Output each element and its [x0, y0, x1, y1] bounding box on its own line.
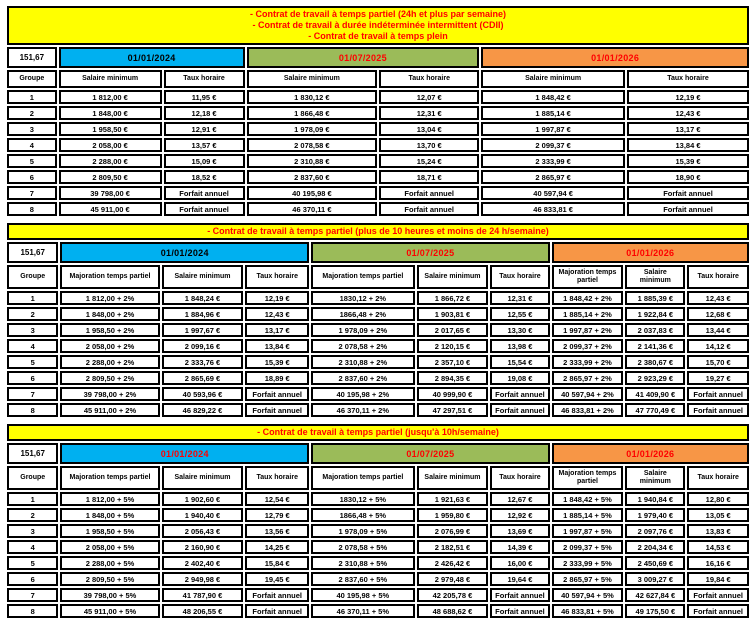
value-cell: 2 099,37 + 2% [552, 339, 624, 353]
value-cell: 2 837,60 + 5% [311, 572, 415, 586]
column-header: Majoration temps partiel [311, 466, 415, 490]
value-cell: 41 409,90 € [625, 387, 685, 401]
value-cell: Forfait annuel [245, 604, 309, 618]
table-partiel-jusqu-10h [5, 422, 751, 620]
table-row [7, 170, 749, 184]
table-partiel-10-24h [5, 221, 751, 419]
value-cell: 12,55 € [490, 307, 549, 321]
value-cell: 2 078,58 € [247, 138, 378, 152]
column-header: Taux horaire [245, 265, 309, 289]
column-header-groupe: Groupe [7, 466, 58, 490]
value-cell: 12,07 € [379, 90, 479, 104]
value-cell: 13,57 € [164, 138, 245, 152]
value-cell: 12,43 € [245, 307, 309, 321]
value-cell: 1 866,72 € [417, 291, 489, 305]
value-cell: 2 310,88 + 5% [311, 556, 415, 570]
value-cell: 15,54 € [490, 355, 549, 369]
value-cell: 1 958,50 + 2% [60, 323, 159, 337]
table-row [7, 138, 749, 152]
value-cell: 2 017,65 € [417, 323, 489, 337]
table-row [7, 403, 749, 417]
table-row [7, 588, 749, 602]
table-row [7, 387, 749, 401]
value-cell: 18,71 € [379, 170, 479, 184]
value-cell: 40 195,98 + 5% [311, 588, 415, 602]
value-cell: 1 848,42 + 5% [552, 492, 624, 506]
value-cell: 1 830,12 € [247, 90, 378, 104]
value-cell: 2 099,37 € [481, 138, 625, 152]
value-cell: 1 940,84 € [625, 492, 685, 506]
value-cell: 2 333,99 + 2% [552, 355, 624, 369]
hours-reference: 151,67 [7, 47, 57, 68]
value-cell: 1 903,81 € [417, 307, 489, 321]
value-cell: 1 997,87 + 5% [552, 524, 624, 538]
value-cell: 1 885,14 € [481, 106, 625, 120]
table-row [7, 307, 749, 321]
value-cell: 2 865,97 + 5% [552, 572, 624, 586]
group-number-cell: 2 [7, 106, 57, 120]
group-number-cell: 7 [7, 387, 58, 401]
hours-reference: 151,67 [7, 443, 58, 464]
value-cell: Forfait annuel [687, 387, 749, 401]
value-cell: 40 597,94 + 2% [552, 387, 624, 401]
value-cell: 1 978,09 € [247, 122, 378, 136]
value-cell: 40 195,98 + 2% [311, 387, 415, 401]
group-number-cell: 5 [7, 556, 58, 570]
value-cell: 12,91 € [164, 122, 245, 136]
value-cell: 19,27 € [687, 371, 749, 385]
value-cell: 2 333,76 € [162, 355, 244, 369]
value-cell: 2 288,00 + 2% [60, 355, 159, 369]
table-row [7, 291, 749, 305]
value-cell: 1 958,50 € [59, 122, 162, 136]
value-cell: 2 078,58 + 2% [311, 339, 415, 353]
value-cell: 1830,12 + 2% [311, 291, 415, 305]
value-cell: 39 798,00 + 2% [60, 387, 159, 401]
value-cell: 1 921,63 € [417, 492, 489, 506]
value-cell: 12,43 € [687, 291, 749, 305]
value-cell: 3 009,27 € [625, 572, 685, 586]
value-cell: 2 923,29 € [625, 371, 685, 385]
table-title [7, 6, 749, 45]
value-cell: 2 204,34 € [625, 540, 685, 554]
value-cell: 2 160,90 € [162, 540, 244, 554]
value-cell: 2 426,42 € [417, 556, 489, 570]
value-cell: Forfait annuel [245, 588, 309, 602]
value-cell: 1 812,00 + 2% [60, 291, 159, 305]
value-cell: 46 833,81 + 5% [552, 604, 624, 618]
value-cell: 46 833,81 + 2% [552, 403, 624, 417]
value-cell: Forfait annuel [245, 387, 309, 401]
column-header: Salaire minimum [59, 70, 162, 88]
column-header: Salaire minimum [625, 466, 685, 490]
value-cell: 18,89 € [245, 371, 309, 385]
table-row [7, 90, 749, 104]
group-number-cell: 7 [7, 588, 58, 602]
value-cell: 12,18 € [164, 106, 245, 120]
value-cell: 12,43 € [627, 106, 749, 120]
column-header: Salaire minimum [625, 265, 685, 289]
table-title-line: - Contrat de travail à temps partiel (plus de 10 heures et moins de 24 h/semaine) [207, 226, 549, 236]
value-cell: 1866,48 + 2% [311, 307, 415, 321]
value-cell: 13,69 € [490, 524, 549, 538]
group-number-cell: 1 [7, 90, 57, 104]
value-cell: 1 997,67 € [162, 323, 244, 337]
value-cell: 42 627,84 € [625, 588, 685, 602]
value-cell: 1 978,09 + 2% [311, 323, 415, 337]
value-cell: Forfait annuel [687, 604, 749, 618]
value-cell: Forfait annuel [379, 202, 479, 216]
value-cell: Forfait annuel [164, 186, 245, 200]
value-cell: 1 997,87 + 2% [552, 323, 624, 337]
period-header-3: 01/01/2026 [552, 443, 749, 464]
value-cell: Forfait annuel [490, 604, 549, 618]
value-cell: 12,31 € [379, 106, 479, 120]
group-number-cell: 4 [7, 540, 58, 554]
value-cell: 13,30 € [490, 323, 549, 337]
value-cell: Forfait annuel [379, 186, 479, 200]
value-cell: 2 450,69 € [625, 556, 685, 570]
table-row [7, 508, 749, 522]
value-cell: 13,84 € [627, 138, 749, 152]
value-cell: 2 809,50 + 2% [60, 371, 159, 385]
value-cell: 2 380,67 € [625, 355, 685, 369]
value-cell: 2 837,60 + 2% [311, 371, 415, 385]
value-cell: 1 884,96 € [162, 307, 244, 321]
value-cell: 14,39 € [490, 540, 549, 554]
period-header-1: 01/01/2024 [59, 47, 245, 68]
value-cell: 11,95 € [164, 90, 245, 104]
value-cell: 1 848,24 € [162, 291, 244, 305]
period-header-3: 01/01/2026 [481, 47, 749, 68]
value-cell: 46 833,81 € [481, 202, 625, 216]
value-cell: 1 902,60 € [162, 492, 244, 506]
value-cell: 16,00 € [490, 556, 549, 570]
value-cell: 2 097,76 € [625, 524, 685, 538]
column-header: Taux horaire [164, 70, 245, 88]
value-cell: 2 809,50 € [59, 170, 162, 184]
column-header: Taux horaire [245, 466, 309, 490]
group-number-cell: 5 [7, 355, 58, 369]
value-cell: 15,70 € [687, 355, 749, 369]
value-cell: 1 885,14 + 2% [552, 307, 624, 321]
table-row [7, 556, 749, 570]
value-cell: 1 848,00 + 2% [60, 307, 159, 321]
value-cell: 2 288,00 € [59, 154, 162, 168]
column-header: Majoration temps partiel [60, 265, 159, 289]
column-header: Salaire minimum [162, 466, 244, 490]
value-cell: 19,84 € [687, 572, 749, 586]
value-cell: 18,90 € [627, 170, 749, 184]
value-cell: Forfait annuel [490, 588, 549, 602]
value-cell: 1 866,48 € [247, 106, 378, 120]
group-number-cell: 3 [7, 122, 57, 136]
value-cell: 2 099,16 € [162, 339, 244, 353]
value-cell: 48 206,55 € [162, 604, 244, 618]
value-cell: 42 205,78 € [417, 588, 489, 602]
column-header: Salaire minimum [417, 466, 489, 490]
table-title [7, 223, 749, 240]
value-cell: 1 848,00 + 5% [60, 508, 159, 522]
value-cell: 47 297,51 € [417, 403, 489, 417]
period-header-1: 01/01/2024 [60, 443, 309, 464]
value-cell: 2 099,37 + 5% [552, 540, 624, 554]
value-cell: 2 056,43 € [162, 524, 244, 538]
column-header: Taux horaire [490, 466, 549, 490]
group-number-cell: 1 [7, 492, 58, 506]
column-header: Taux horaire [627, 70, 749, 88]
value-cell: 12,19 € [627, 90, 749, 104]
value-cell: 2 837,60 € [247, 170, 378, 184]
value-cell: 12,67 € [490, 492, 549, 506]
value-cell: 2 120,15 € [417, 339, 489, 353]
value-cell: 1 978,09 + 5% [311, 524, 415, 538]
column-header: Majoration temps partiel [552, 466, 624, 490]
value-cell: 2 058,00 + 5% [60, 540, 159, 554]
value-cell: 46 829,22 € [162, 403, 244, 417]
value-cell: 46 370,11 + 2% [311, 403, 415, 417]
table-title-line: - Contrat de travail à temps partiel (24h et plus par semaine) [249, 9, 507, 19]
column-header-groupe: Groupe [7, 70, 57, 88]
value-cell: 1 848,42 + 2% [552, 291, 624, 305]
contract-table [5, 4, 751, 218]
value-cell: Forfait annuel [245, 403, 309, 417]
value-cell: 13,17 € [627, 122, 749, 136]
value-cell: 49 175,50 € [625, 604, 685, 618]
table-row [7, 572, 749, 586]
table-title [7, 424, 749, 441]
group-number-cell: 6 [7, 170, 57, 184]
value-cell: 45 911,00 + 2% [60, 403, 159, 417]
value-cell: 1 958,50 + 5% [60, 524, 159, 538]
group-number-cell: 3 [7, 323, 58, 337]
table-row [7, 492, 749, 506]
table-row [7, 186, 749, 200]
table-row [7, 540, 749, 554]
value-cell: 1 922,84 € [625, 307, 685, 321]
column-header: Salaire minimum [247, 70, 378, 88]
column-header: Taux horaire [687, 265, 749, 289]
value-cell: Forfait annuel [687, 403, 749, 417]
group-number-cell: 4 [7, 339, 58, 353]
value-cell: 1 885,39 € [625, 291, 685, 305]
column-header: Majoration temps partiel [60, 466, 159, 490]
value-cell: 2 865,69 € [162, 371, 244, 385]
group-number-cell: 7 [7, 186, 57, 200]
table-row [7, 371, 749, 385]
value-cell: 48 688,62 € [417, 604, 489, 618]
value-cell: 1866,48 + 5% [311, 508, 415, 522]
period-header-3: 01/01/2026 [552, 242, 749, 263]
value-cell: 12,68 € [687, 307, 749, 321]
value-cell: 13,84 € [245, 339, 309, 353]
value-cell: 2 310,88 € [247, 154, 378, 168]
value-cell: 1 940,40 € [162, 508, 244, 522]
value-cell: 15,39 € [627, 154, 749, 168]
period-header-2: 01/07/2025 [247, 47, 480, 68]
value-cell: Forfait annuel [627, 202, 749, 216]
value-cell: 2 310,88 + 2% [311, 355, 415, 369]
value-cell: Forfait annuel [687, 588, 749, 602]
group-number-cell: 8 [7, 403, 58, 417]
value-cell: 46 370,11 + 5% [311, 604, 415, 618]
value-cell: 2 979,48 € [417, 572, 489, 586]
value-cell: Forfait annuel [490, 403, 549, 417]
value-cell: 2 809,50 + 5% [60, 572, 159, 586]
value-cell: Forfait annuel [627, 186, 749, 200]
table-row [7, 202, 749, 216]
group-number-cell: 4 [7, 138, 57, 152]
value-cell: 41 787,90 € [162, 588, 244, 602]
value-cell: 45 911,00 € [59, 202, 162, 216]
column-header: Taux horaire [379, 70, 479, 88]
contract-table [5, 221, 751, 419]
group-number-cell: 6 [7, 371, 58, 385]
value-cell: 2 076,99 € [417, 524, 489, 538]
table-temps-plein [5, 4, 751, 218]
value-cell: 13,98 € [490, 339, 549, 353]
value-cell: 13,05 € [687, 508, 749, 522]
value-cell: 12,19 € [245, 291, 309, 305]
group-number-cell: 2 [7, 307, 58, 321]
value-cell: 1 885,14 + 5% [552, 508, 624, 522]
value-cell: 15,09 € [164, 154, 245, 168]
value-cell: 1 997,87 € [481, 122, 625, 136]
value-cell: 2 357,10 € [417, 355, 489, 369]
value-cell: 46 370,11 € [247, 202, 378, 216]
value-cell: 12,92 € [490, 508, 549, 522]
value-cell: 14,12 € [687, 339, 749, 353]
group-number-cell: 8 [7, 604, 58, 618]
group-number-cell: 8 [7, 202, 57, 216]
value-cell: 15,84 € [245, 556, 309, 570]
value-cell: 40 597,94 € [481, 186, 625, 200]
table-row [7, 524, 749, 538]
value-cell: 14,53 € [687, 540, 749, 554]
column-header: Majoration temps partiel [311, 265, 415, 289]
table-title-line: - Contrat de travail à durée indéterminée intermittent (CDII) [252, 20, 504, 30]
column-header: Salaire minimum [162, 265, 244, 289]
value-cell: 2 058,00 + 2% [60, 339, 159, 353]
value-cell: 40 597,94 + 5% [552, 588, 624, 602]
value-cell: 14,25 € [245, 540, 309, 554]
value-cell: 1 848,00 € [59, 106, 162, 120]
table-row [7, 339, 749, 353]
contract-table [5, 422, 751, 620]
value-cell: 19,45 € [245, 572, 309, 586]
value-cell: 18,52 € [164, 170, 245, 184]
table-row [7, 122, 749, 136]
value-cell: 2 182,51 € [417, 540, 489, 554]
value-cell: 1 959,80 € [417, 508, 489, 522]
value-cell: 13,04 € [379, 122, 479, 136]
value-cell: 16,16 € [687, 556, 749, 570]
value-cell: Forfait annuel [164, 202, 245, 216]
value-cell: 39 798,00 € [59, 186, 162, 200]
column-header: Salaire minimum [481, 70, 625, 88]
period-header-2: 01/07/2025 [311, 443, 550, 464]
value-cell: 2 078,58 + 5% [311, 540, 415, 554]
value-cell: 40 999,90 € [417, 387, 489, 401]
value-cell: 2 288,00 + 5% [60, 556, 159, 570]
value-cell: 13,83 € [687, 524, 749, 538]
column-header: Salaire minimum [417, 265, 489, 289]
value-cell: 2 037,83 € [625, 323, 685, 337]
value-cell: 13,56 € [245, 524, 309, 538]
table-title-line: - Contrat de travail à temps partiel (jusqu'à 10h/semaine) [257, 427, 499, 437]
value-cell: 2 333,99 + 5% [552, 556, 624, 570]
value-cell: 13,17 € [245, 323, 309, 337]
period-header-2: 01/07/2025 [311, 242, 550, 263]
value-cell: 12,31 € [490, 291, 549, 305]
table-row [7, 106, 749, 120]
value-cell: 15,39 € [245, 355, 309, 369]
value-cell: 1 848,42 € [481, 90, 625, 104]
value-cell: 1 812,00 € [59, 90, 162, 104]
group-number-cell: 3 [7, 524, 58, 538]
value-cell: 39 798,00 + 5% [60, 588, 159, 602]
value-cell: 15,24 € [379, 154, 479, 168]
value-cell: 40 593,96 € [162, 387, 244, 401]
value-cell: 19,64 € [490, 572, 549, 586]
column-header: Majoration temps partiel [552, 265, 624, 289]
column-header-groupe: Groupe [7, 265, 58, 289]
value-cell: 2 949,98 € [162, 572, 244, 586]
value-cell: 47 770,49 € [625, 403, 685, 417]
value-cell: Forfait annuel [490, 387, 549, 401]
group-number-cell: 6 [7, 572, 58, 586]
value-cell: 1830,12 + 5% [311, 492, 415, 506]
value-cell: 2 865,97 € [481, 170, 625, 184]
table-row [7, 323, 749, 337]
table-row [7, 604, 749, 618]
table-row [7, 154, 749, 168]
value-cell: 13,70 € [379, 138, 479, 152]
value-cell: 19,08 € [490, 371, 549, 385]
column-header: Taux horaire [687, 466, 749, 490]
value-cell: 40 195,98 € [247, 186, 378, 200]
value-cell: 13,44 € [687, 323, 749, 337]
value-cell: 2 894,35 € [417, 371, 489, 385]
hours-reference: 151,67 [7, 242, 58, 263]
value-cell: 2 402,40 € [162, 556, 244, 570]
value-cell: 2 865,97 + 2% [552, 371, 624, 385]
group-number-cell: 2 [7, 508, 58, 522]
period-header-1: 01/01/2024 [60, 242, 309, 263]
table-row [7, 355, 749, 369]
column-header: Taux horaire [490, 265, 549, 289]
group-number-cell: 5 [7, 154, 57, 168]
value-cell: 2 058,00 € [59, 138, 162, 152]
table-title-line: - Contrat de travail à temps plein [308, 31, 448, 41]
value-cell: 45 911,00 + 5% [60, 604, 159, 618]
group-number-cell: 1 [7, 291, 58, 305]
value-cell: 12,80 € [687, 492, 749, 506]
value-cell: 2 333,99 € [481, 154, 625, 168]
value-cell: 12,54 € [245, 492, 309, 506]
value-cell: 1 979,40 € [625, 508, 685, 522]
value-cell: 2 141,36 € [625, 339, 685, 353]
value-cell: 12,79 € [245, 508, 309, 522]
value-cell: 1 812,00 + 5% [60, 492, 159, 506]
